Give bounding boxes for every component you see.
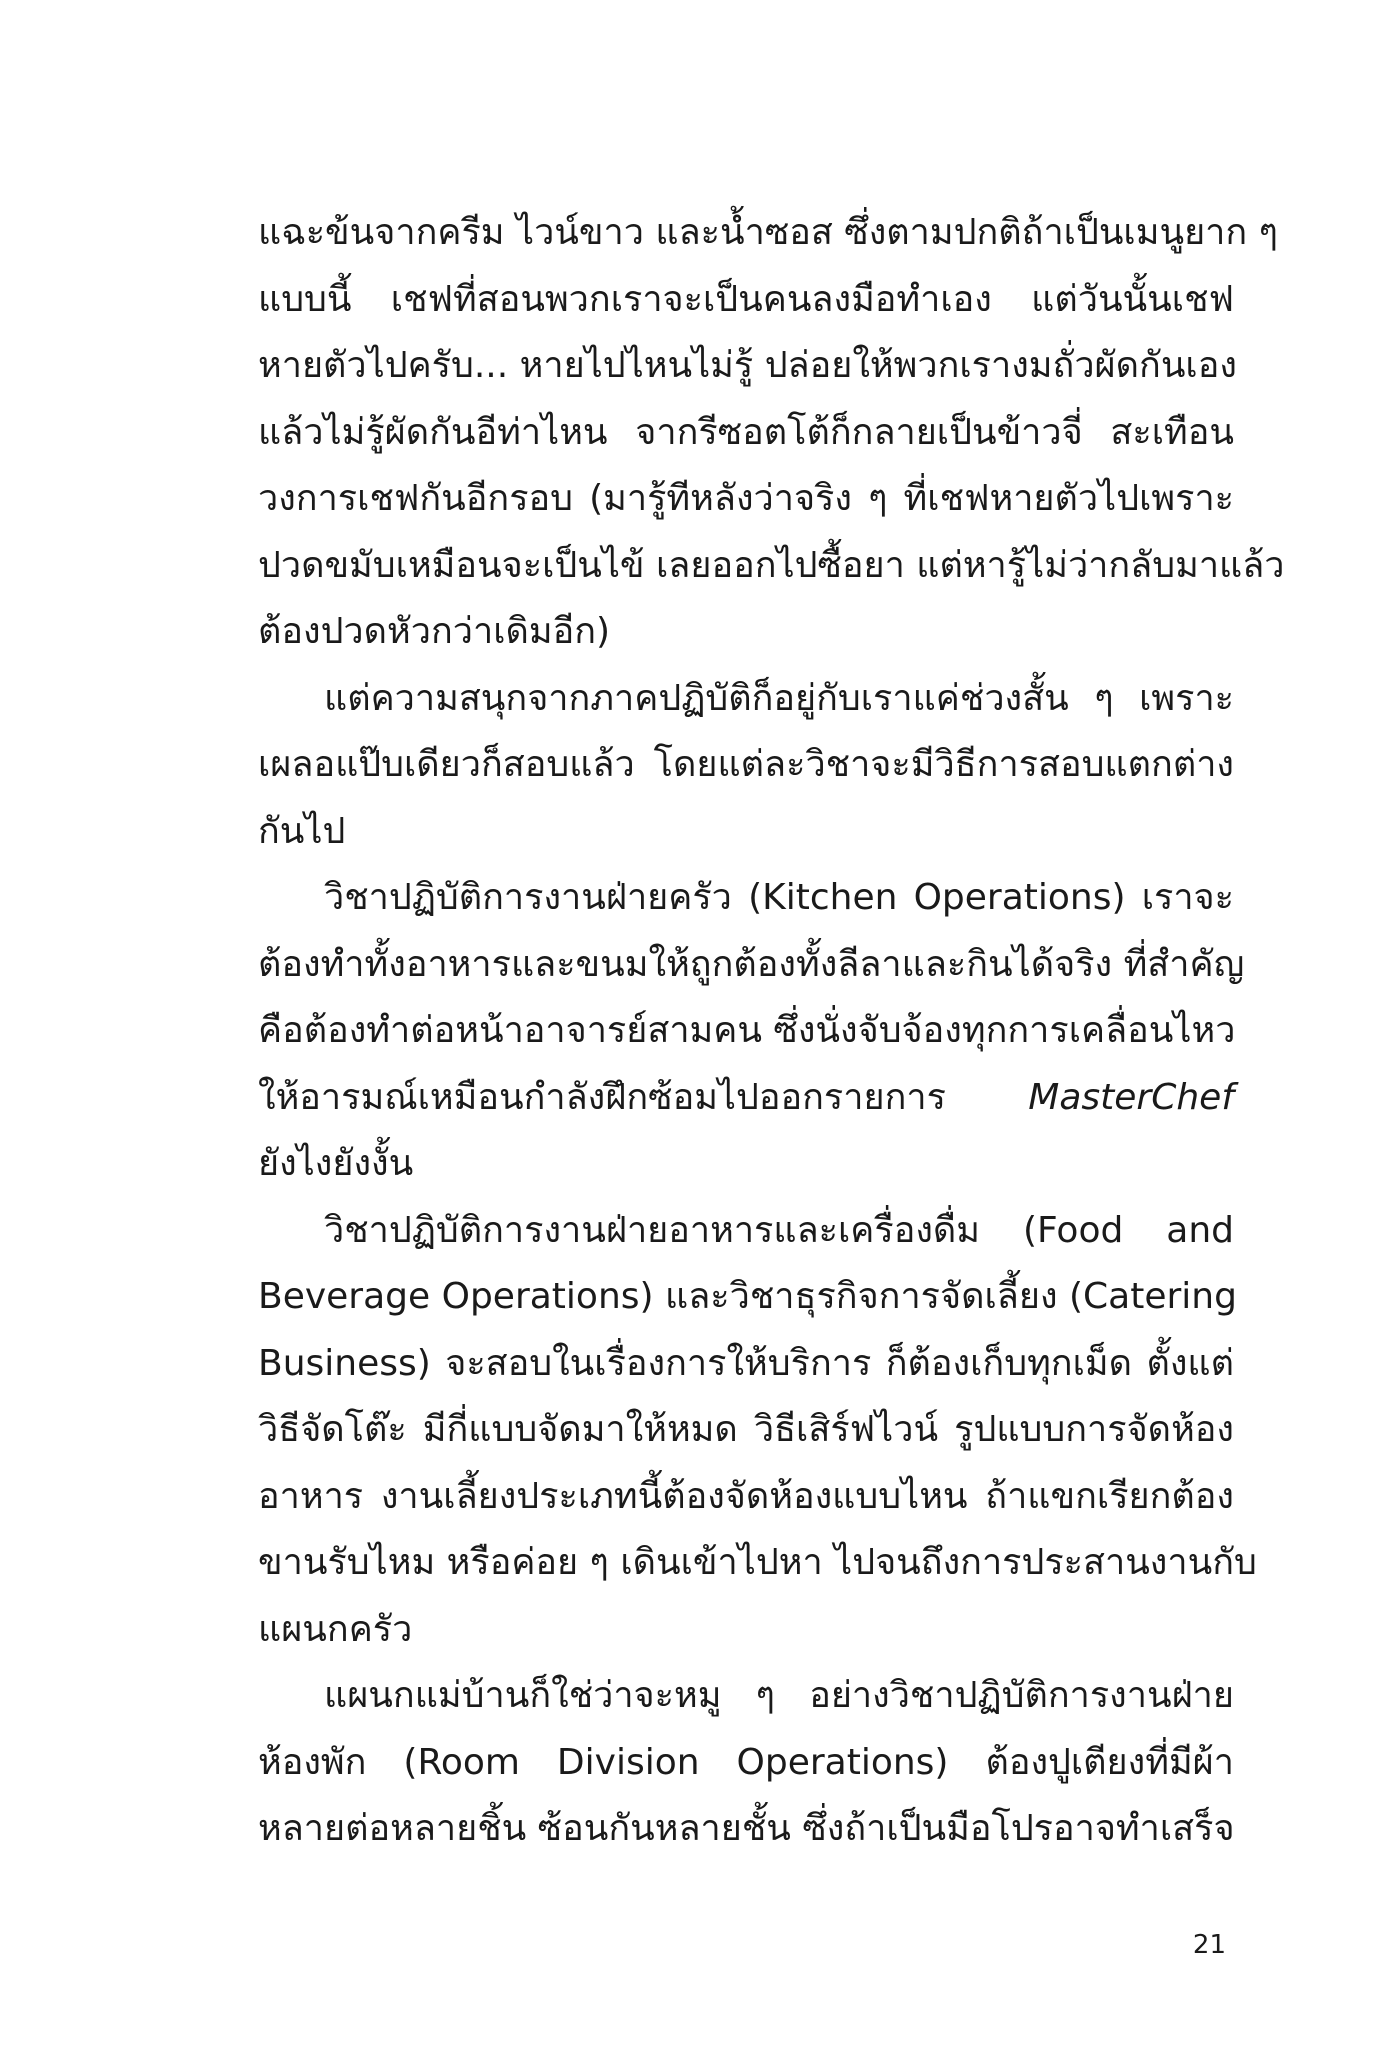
text-line: หายตัวไปครับ... หายไปไหนไม่รู้ ปล่อยให้พวกเรางมถั่วผัดกันเอง	[258, 345, 1237, 386]
text-line: ขานรับไหม หรือค่อย ๆ เดินเข้าไปหา ไปจนถึงการประสานงานกับ	[258, 1542, 1257, 1583]
text-line: ต้องทำทั้งอาหารและขนมให้ถูกต้องทั้งลีลาและกินได้จริง ที่สำคัญ	[258, 943, 1245, 985]
text-line: เผลอแป๊บเดียวก็สอบแล้ว โดยแต่ละวิชาจะมีวิธีการสอบแตกต่าง	[258, 744, 1234, 785]
text-line: คือต้องทำต่อหน้าอาจารย์สามคน ซึ่งนั่งจับจ้องทุกการเคลื่อนไหว	[258, 1010, 1236, 1051]
text-line: หลายต่อหลายชิ้น ซ้อนกันหลายชั้น ซึ่งถ้าเป็นมือโปรอาจทำเสร็จ	[258, 1808, 1235, 1849]
text-line: Business) จะสอบในเรื่องการให้บริการ ก็ต้องเก็บทุกเม็ด ตั้งแต่	[258, 1342, 1234, 1384]
text-line: วิธีจัดโต๊ะ มีกี่แบบจัดมาให้หมด วิธีเสิร์ฟไวน์ รูปแบบการจัดห้อง	[258, 1409, 1234, 1450]
text-line: แต่ความสนุกจากภาคปฏิบัติก็อยู่กับเราแค่ช่วงสั้น ๆ เพราะ	[324, 677, 1234, 719]
text-line: ปวดขมับเหมือนจะเป็นไข้ เลยออกไปซื้อยา แต่หารู้ไม่ว่ากลับมาแล้ว	[258, 544, 1285, 586]
text-line: วิชาปฏิบัติการงานฝ่ายอาหารและเครื่องดื่ม (Food and	[324, 1209, 1234, 1251]
text-line: กันไป	[258, 810, 346, 852]
text-line: ห้องพัก (Room Division Operations) ต้องปูเตียงที่มีผ้า	[258, 1741, 1234, 1783]
text-line: แผนกครัว	[258, 1608, 413, 1650]
text-line: วิชาปฏิบัติการงานฝ่ายครัว (Kitchen Operations) เราจะ	[324, 877, 1234, 918]
text-line: อาหาร งานเลี้ยงประเภทนี้ต้องจัดห้องแบบไหน ถ้าแขกเรียกต้อง	[258, 1475, 1234, 1517]
text-line-main: ให้อารมณ์เหมือนกำลังฝึกซ้อมไปออกรายการ	[258, 1076, 946, 1118]
text-line: ต้องปวดหัวกว่าเดิมอีก)	[258, 611, 611, 652]
text-line: วงการเชฟกันอีกรอบ (มารู้ทีหลังว่าจริง ๆ ที่เชฟหายตัวไปเพราะ	[258, 478, 1234, 519]
page-number: 21	[1192, 1930, 1226, 1960]
text-line: Beverage Operations) และวิชาธุรกิจการจัดเลี้ยง (Catering	[258, 1276, 1237, 1317]
text-line: ยังไงยังงั้น	[258, 1143, 414, 1184]
text-line: แผนกแม่บ้านก็ใช่ว่าจะหมู ๆ อย่างวิชาปฏิบัติการงานฝ่าย	[324, 1675, 1234, 1716]
text-line	[258, 1065, 1234, 1132]
text-line: แล้วไม่รู้ผัดกันอีท่าไหน จากรีซอตโต้ก็กลายเป็นข้าวจี่ สะเทือน	[258, 411, 1234, 453]
body-text	[258, 200, 1285, 1863]
text-line: แฉะข้นจากครีม ไวน์ขาว และน้ำซอส ซึ่งตามปกติถ้าเป็นเมนูยาก ๆ	[258, 212, 1278, 253]
text-line: แบบนี้ เชฟที่สอนพวกเราจะเป็นคนลงมือทำเอง แต่วันนั้นเชฟ	[258, 278, 1234, 320]
show-title: MasterChef	[1028, 1076, 1234, 1118]
